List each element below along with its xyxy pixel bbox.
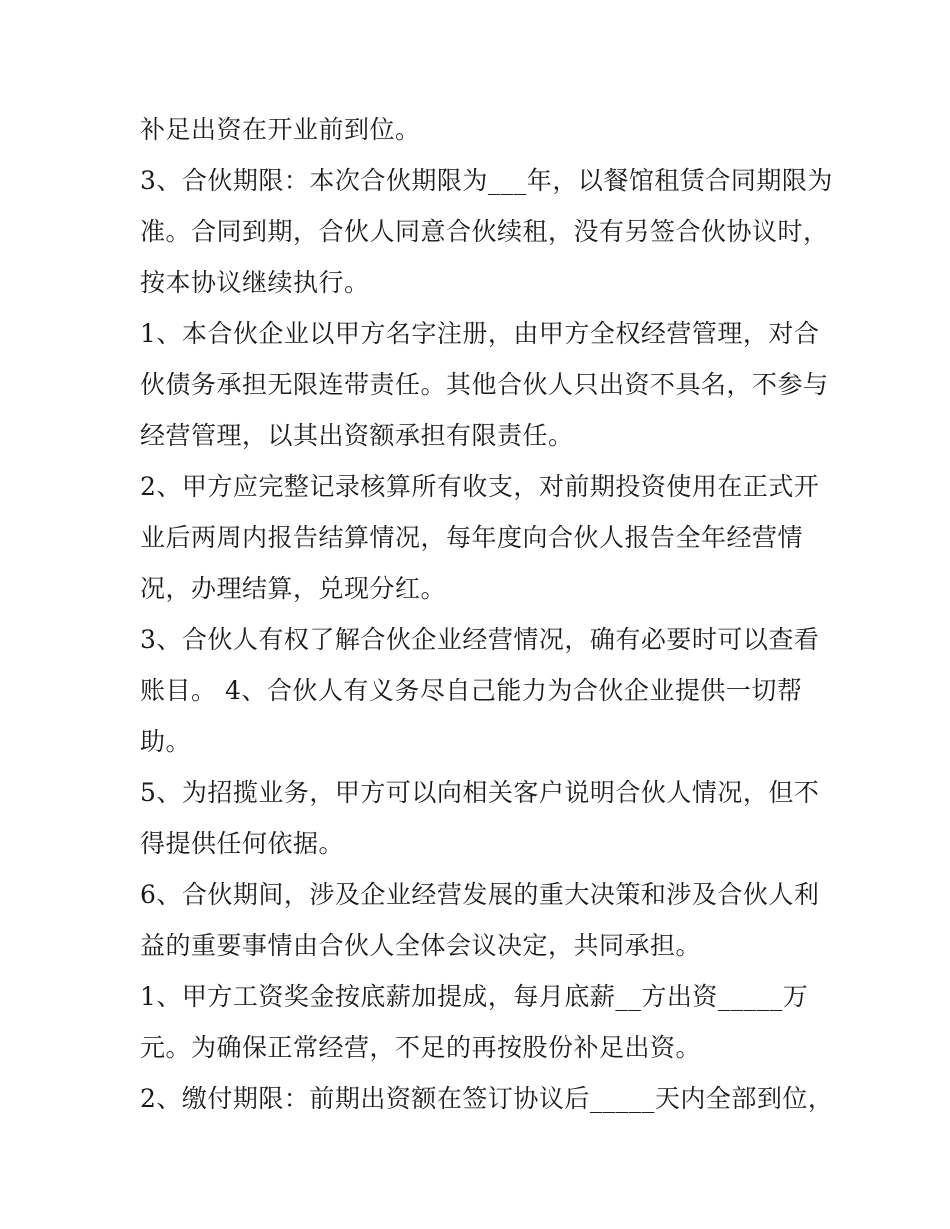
paragraph-salary-contribution [140, 971, 820, 1073]
text-line: 2、甲方应完整记录核算所有收支，对前期投资使用在正式开 [140, 472, 820, 501]
text-line: 益的重要事情由合伙人全体会议决定，共同承担。 [140, 931, 702, 960]
paragraph-partner-rights-duties [140, 614, 820, 767]
text-line: 经营管理，以其出资额承担有限责任。 [140, 421, 574, 450]
text-line: 1、本合伙企业以甲方名字注册，由甲方全权经营管理，对合 [140, 319, 820, 348]
paragraph-payment-deadline [140, 1073, 834, 1124]
text-line: 况，办理结算，兑现分红。 [140, 574, 447, 603]
text-line: 助。 [140, 727, 192, 756]
text-line: 3、合伙人有权了解合伙企业经营情况，确有必要时可以查看 [140, 625, 820, 654]
text-line: 账目。 4、合伙人有义务尽自己能力为合伙企业提供一切帮 [140, 676, 803, 705]
text-line: 按本协议继续执行。 [140, 268, 370, 297]
text-line: 得提供任何依据。 [140, 829, 345, 858]
text-line: 业后两周内报告结算情况，每年度向合伙人报告全年经营情 [140, 523, 804, 552]
text-line: 补足出资在开业前到位。 [140, 115, 421, 144]
text-line: 1、甲方工资奖金按底薪加提成，每月底薪__方出资_____万 [140, 982, 809, 1011]
paragraph-business-solicitation [140, 767, 820, 869]
paragraph-registration-management [140, 308, 829, 461]
text-line: 5、为招揽业务，甲方可以向相关客户说明合伙人情况，但不 [140, 778, 820, 807]
text-line: 6、合伙期间，涉及企业经营发展的重大决策和涉及合伙人利 [140, 880, 820, 909]
paragraph-major-decisions [140, 869, 820, 971]
paragraph-accounting-reporting [140, 461, 820, 614]
paragraph-contribution-completion [140, 104, 820, 155]
text-line: 准。合同到期，合伙人同意合伙续租，没有另签合伙协议时， [140, 217, 829, 246]
paragraph-partnership-term [140, 155, 833, 308]
text-line: 伙债务承担无限连带责任。其他合伙人只出资不具名，不参与 [140, 370, 829, 399]
text-line: 3、合伙期限：本次合伙期限为___年，以餐馆租赁合同期限为 [140, 166, 833, 195]
document-body [140, 104, 834, 1124]
text-line: 2、缴付期限：前期出资额在签订协议后_____天内全部到位， [140, 1084, 834, 1113]
text-line: 元。为确保正常经营，不足的再按股份补足出资。 [140, 1033, 702, 1062]
